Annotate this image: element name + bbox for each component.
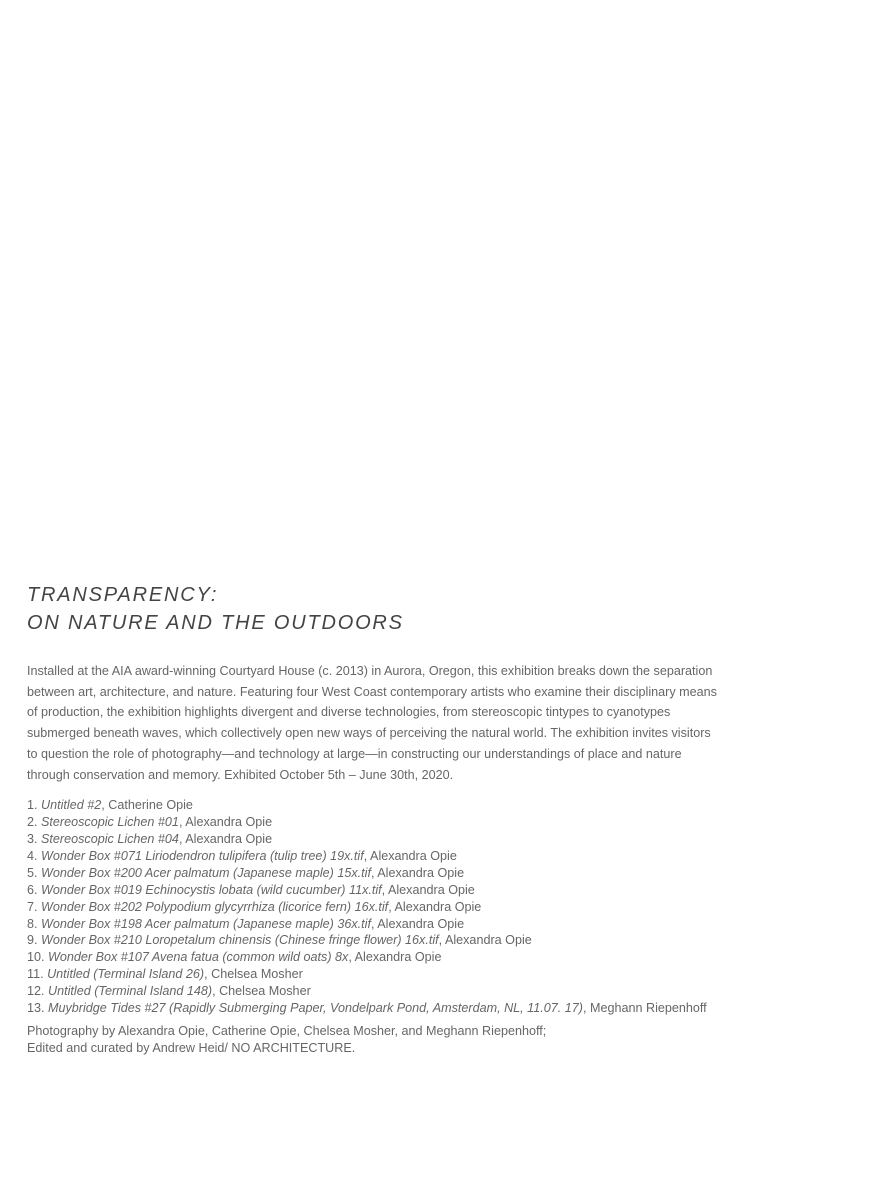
work-item [27, 932, 727, 949]
work-artist: Chelsea Mosher [219, 984, 311, 999]
work-title: Wonder Box #202 Polypodium glycyrrhiza (licorice fern) 16x.tif [41, 899, 389, 914]
work-artist: Alexandra Opie [377, 865, 465, 880]
exhibition-description: Installed at the AIA award-winning Courtyard House (c. 2013) in Aurora, Oregon, this exhibition breaks down the separation between art, architecture, and nature. Featuring four West Coast contemporary artists who examine their disciplinary means of production, the exhibition highlights divergent and diverse technologies, from stereoscopic tintypes to cyanotypes submerged beneath waves, which collectively open new ways of perceiving the natural world. The exhibition invites visitors to question the role of photography—and technology at large—in constructing our understandings of place and nature through conservation and memory. Exhibited October 5th – June 30th, 2020. [27, 664, 717, 782]
work-item [27, 949, 727, 966]
title-line-2: ON NATURE AND THE OUTDOORS [27, 612, 404, 634]
work-number: 10. [27, 950, 49, 965]
work-item [27, 1000, 727, 1017]
work-title: Wonder Box #071 Liriodendron tulipifera (tulip tree) 19x.tif [41, 848, 364, 863]
work-number: 3. [27, 832, 42, 847]
work-artist: Alexandra Opie [444, 933, 532, 948]
work-title: Wonder Box #019 Echinocystis lobata (wild cucumber) 11x.tif [41, 882, 382, 897]
work-separator: , [370, 916, 378, 931]
work-number: 4. [27, 848, 42, 863]
work-separator: , [101, 798, 109, 813]
work-artist: Chelsea Mosher [211, 967, 303, 982]
work-separator: , [370, 865, 378, 880]
work-separator: , [381, 882, 388, 897]
work-artist: Alexandra Opie [387, 882, 475, 897]
work-title: Stereoscopic Lichen #04 [41, 832, 179, 847]
work-artist: Alexandra Opie [394, 899, 482, 914]
work-item [27, 831, 727, 848]
credits-line-1: Photography by Alexandra Opie, Catherine Opie, Chelsea Mosher, and Meghann Riepenhoff; [27, 1024, 547, 1038]
work-title: Stereoscopic Lichen #01 [41, 815, 179, 830]
work-separator: , [204, 967, 212, 982]
work-item [27, 848, 727, 865]
credits-line-2: Edited and curated by Andrew Heid/ NO ARCHITECTURE. [27, 1040, 356, 1055]
work-number: 11. [27, 967, 48, 982]
work-artist: Alexandra Opie [185, 832, 273, 847]
work-number: 5. [27, 865, 42, 880]
work-artist: Alexandra Opie [370, 848, 457, 863]
work-title: Untitled (Terminal Island 148) [48, 984, 213, 999]
exhibition-title [27, 581, 727, 637]
work-separator: , [388, 899, 395, 914]
work-title: Untitled #2 [41, 798, 102, 813]
work-title: Wonder Box #210 Loropetalum chinensis (Chinese fringe flower) 16x.tif [41, 933, 439, 948]
work-title: Wonder Box #200 Acer palmatum (Japanese maple) 15x.tif [41, 865, 371, 880]
work-item [27, 797, 727, 814]
work-number: 7. [27, 899, 42, 914]
work-number: 1. [27, 798, 42, 813]
work-separator: , [438, 933, 445, 948]
exhibition-text [27, 581, 727, 1057]
work-item [27, 966, 727, 983]
works-list [27, 797, 727, 1017]
work-separator: , [178, 815, 186, 830]
work-title: Untitled (Terminal Island 26) [47, 967, 205, 982]
work-item [27, 899, 727, 916]
work-item [27, 916, 727, 933]
work-number: 8. [27, 916, 42, 931]
work-item [27, 983, 727, 1000]
work-title: Wonder Box #107 Avena fatua (common wild oats) 8x [48, 950, 349, 965]
work-separator: , [363, 848, 371, 863]
work-artist: Meghann Riepenhoff [589, 1001, 707, 1016]
work-separator: , [178, 832, 186, 847]
work-number: 12. [27, 984, 49, 999]
work-item [27, 865, 727, 882]
work-item [27, 814, 727, 831]
work-artist: Catherine Opie [108, 798, 193, 813]
credits [27, 1023, 727, 1057]
work-number: 9. [27, 933, 42, 948]
work-separator: , [212, 984, 220, 999]
work-title: Muybridge Tides #27 (Rapidly Submerging Paper, Vondelpark Pond, Amsterdam, NL, 11.07. 17) [48, 1001, 583, 1016]
work-separator: , [582, 1001, 590, 1016]
work-number: 6. [27, 882, 42, 897]
work-separator: , [348, 950, 355, 965]
work-title: Wonder Box #198 Acer palmatum (Japanese maple) 36x.tif [41, 916, 371, 931]
work-artist: Alexandra Opie [354, 950, 442, 965]
work-item [27, 882, 727, 899]
work-number: 13. [27, 1001, 49, 1016]
title-line-1: TRANSPARENCY: [27, 584, 219, 606]
work-artist: Alexandra Opie [185, 815, 273, 830]
work-number: 2. [27, 815, 42, 830]
work-artist: Alexandra Opie [377, 916, 465, 931]
